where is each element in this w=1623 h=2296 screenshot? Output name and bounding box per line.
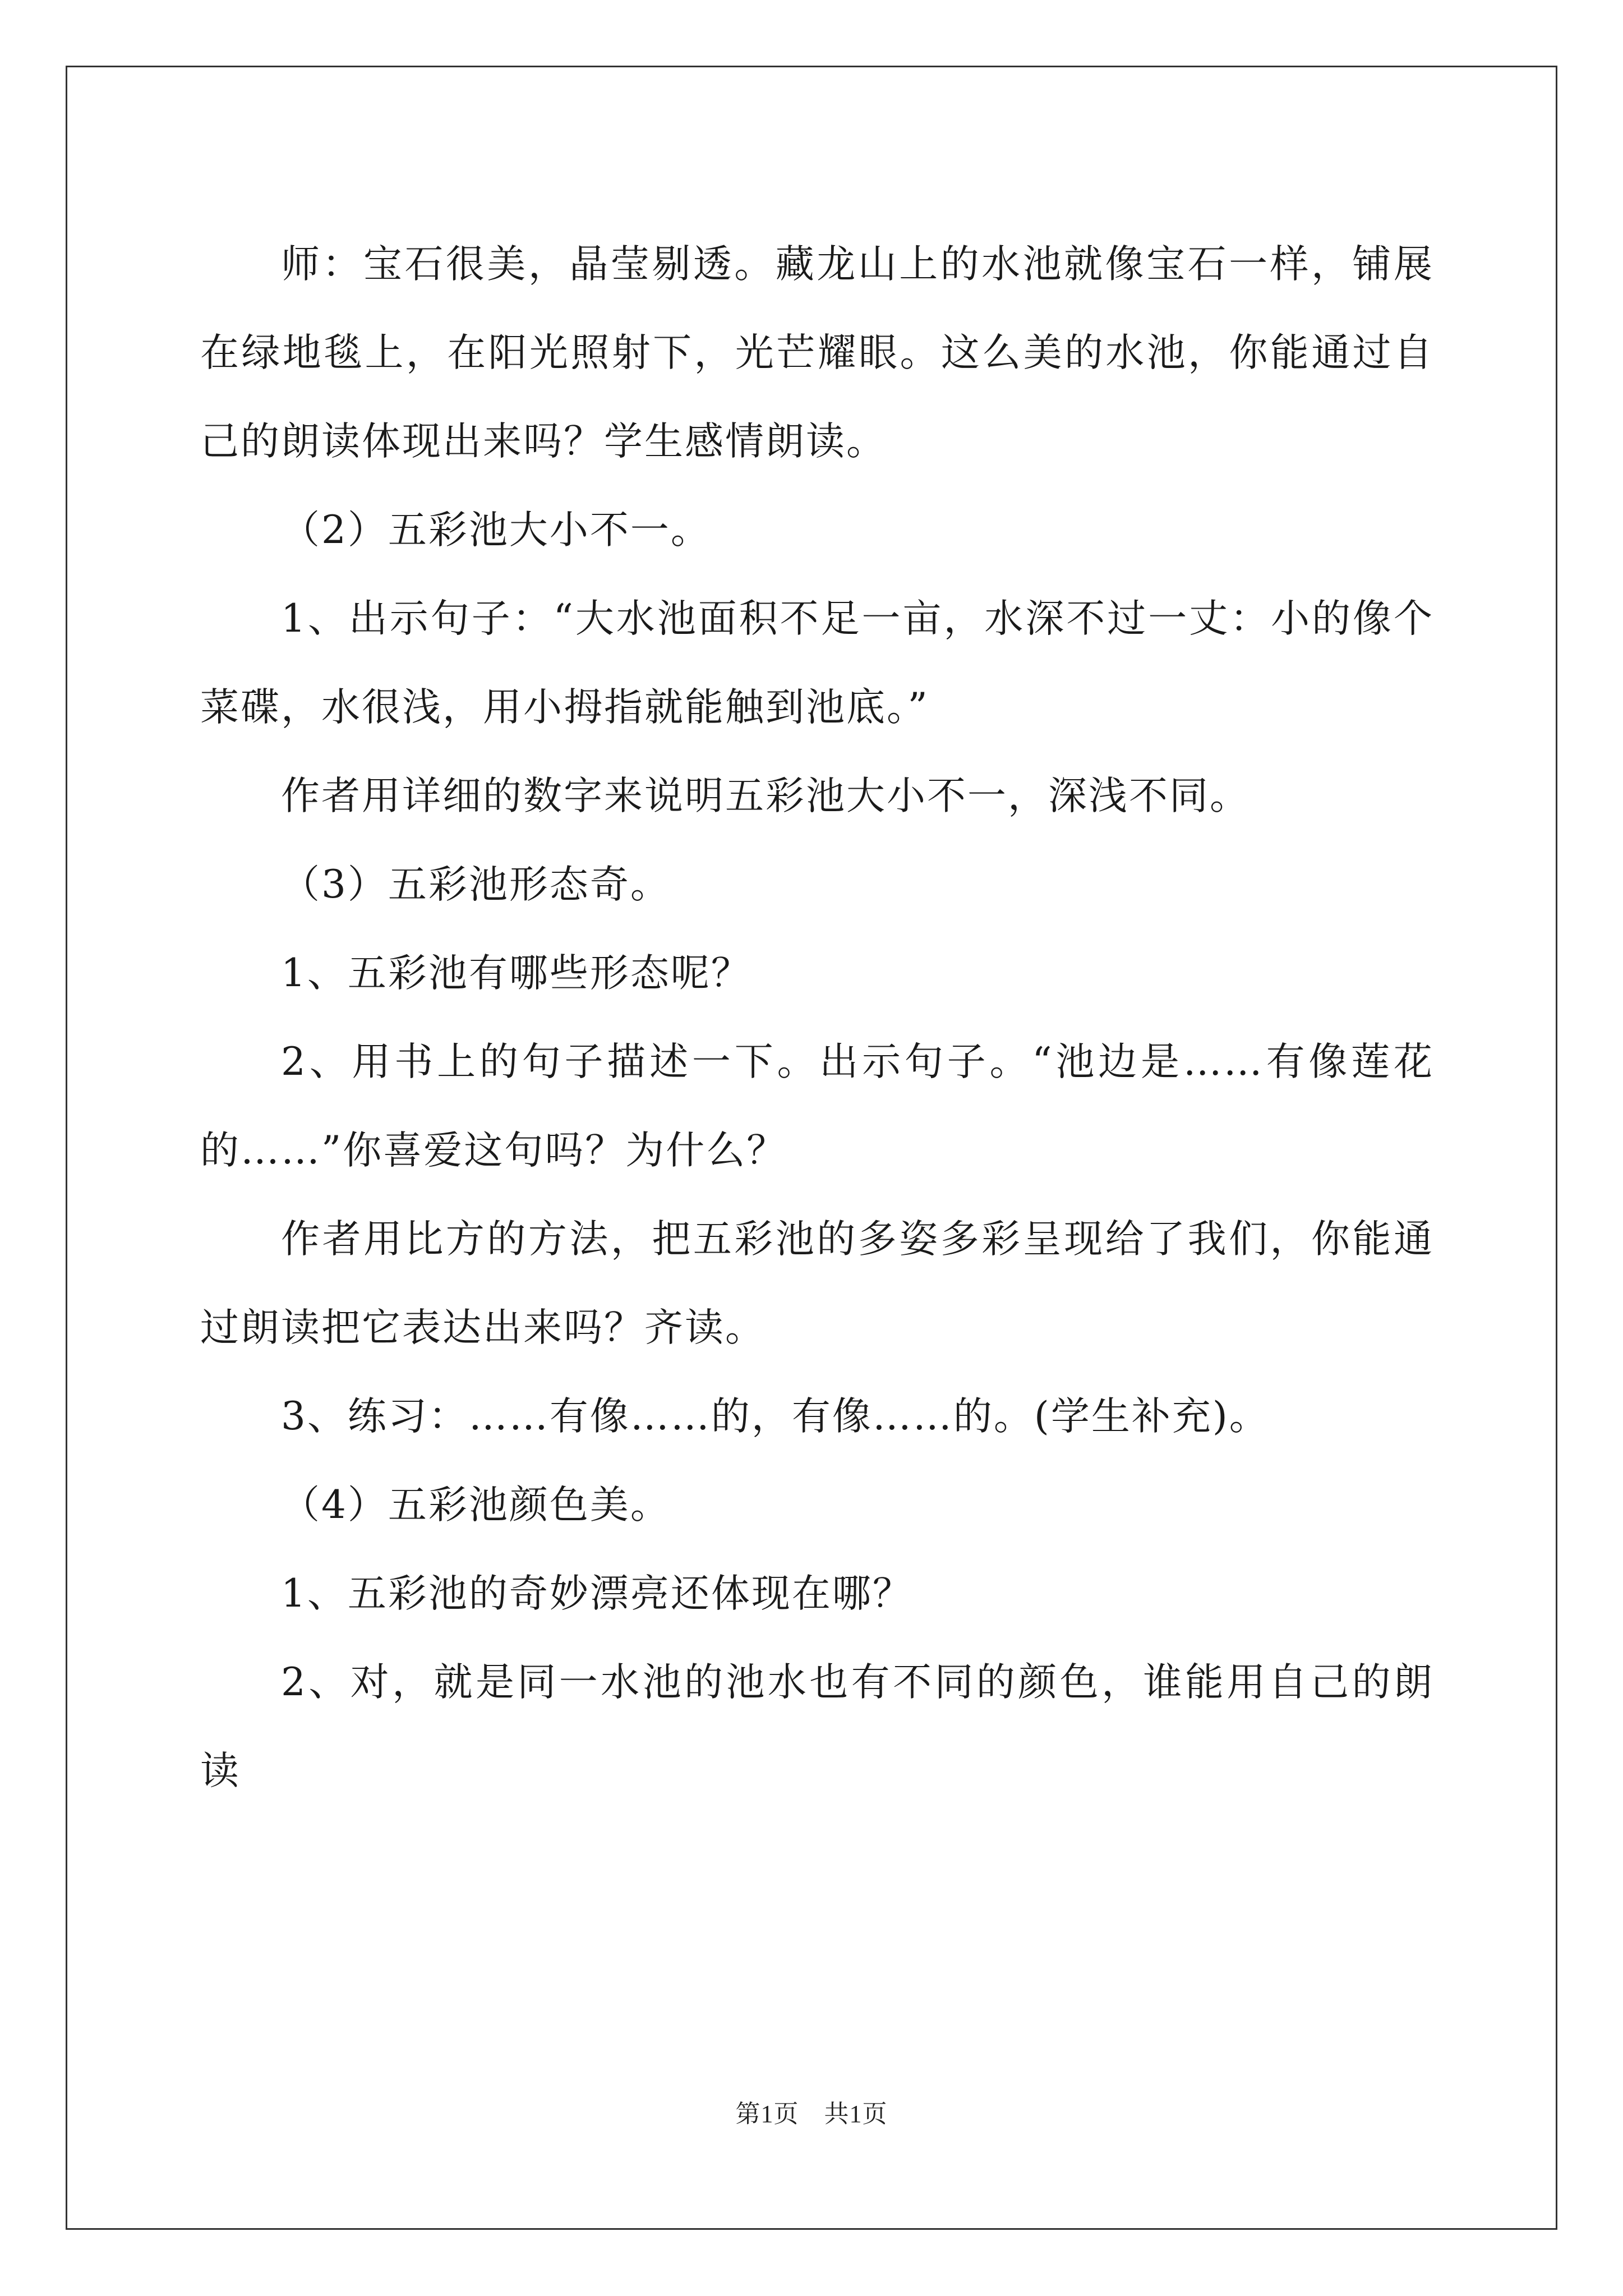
paragraph: 作者用详细的数字来说明五彩池大小不一，深浅不同。 (281, 774, 1250, 818)
paragraph: 3、练习：……有像……的，有像……的。(学生补充)。 (281, 1394, 1270, 1439)
paragraph: 师：宝石很美，晶莹剔透。藏龙山上的水池就像宝石一样，铺展在绿地毯上，在阳光照射下，光芒耀眼。这么美的水池，你能通过自己的朗读体现出来吗？学生感情朗读。 (200, 242, 1434, 464)
paragraph: 1、五彩池的奇妙漂亮还体现在哪？ (281, 1571, 913, 1616)
page-number-footer: 第1页 共1页 (735, 2100, 888, 2128)
document-body (200, 220, 1434, 1815)
paragraph: 2、用书上的句子描述一下。出示句子。“池边是……有像莲花的……”你喜爱这句吗？为什么？ (200, 1039, 1434, 1173)
paragraph: 作者用比方的方法，把五彩池的多姿多彩呈现给了我们，你能通过朗读把它表达出来吗？齐读。 (200, 1217, 1434, 1350)
paragraph: 1、五彩池有哪些形态呢？ (281, 951, 751, 996)
section-heading: （3）五彩池形态奇。 (281, 862, 671, 907)
paragraph: 2、对，就是同一水池的池水也有不同的颜色，谁能用自己的朗读 (200, 1660, 1434, 1793)
section-heading: （2）五彩池大小不一。 (281, 508, 711, 553)
section-heading: （4）五彩池颜色美。 (281, 1483, 671, 1527)
paragraph: 1、出示句子：“大水池面积不足一亩，水深不过一丈：小的像个菜碟，水很浅，用小拇指就能触到池底。” (200, 596, 1434, 730)
